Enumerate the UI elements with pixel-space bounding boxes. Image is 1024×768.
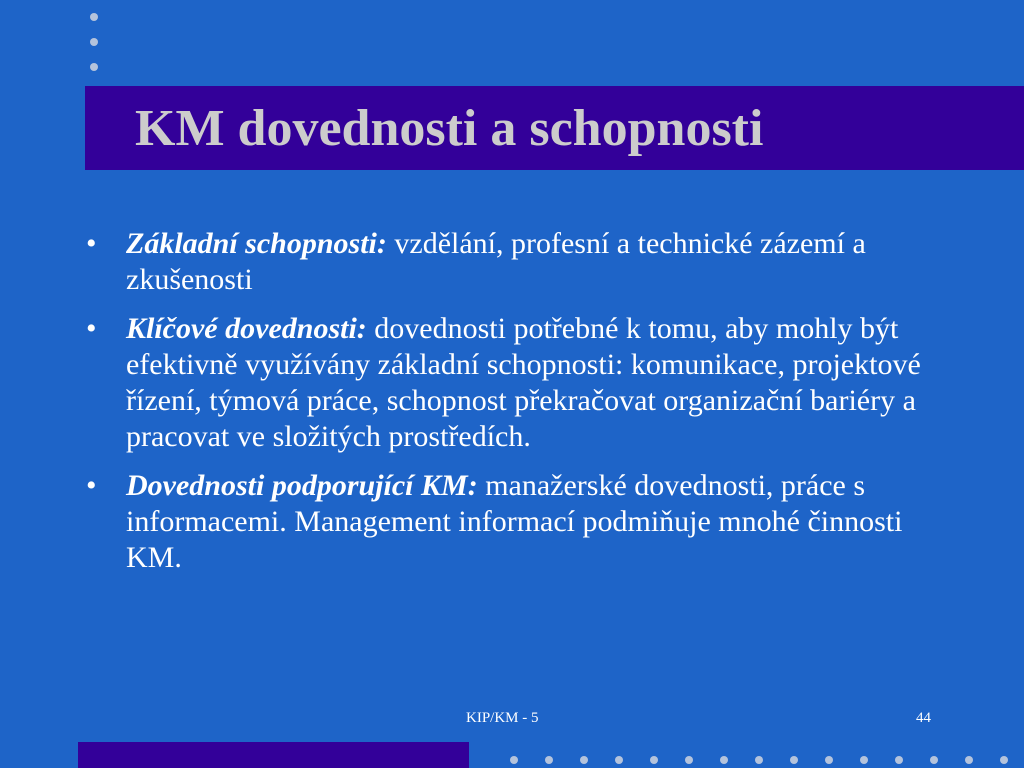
decor-dot xyxy=(90,63,98,71)
item-term: Základní schopnosti: xyxy=(126,227,387,260)
decor-dot xyxy=(545,756,553,764)
list-item xyxy=(86,468,926,576)
bullet-icon: • xyxy=(86,227,97,260)
item-term: Dovednosti podporující KM: xyxy=(126,469,478,502)
item-text: vzdělání, profesní a technické zázemí a zkušenosti xyxy=(126,227,866,296)
decor-dot xyxy=(685,756,693,764)
decor-dot xyxy=(720,756,728,764)
decor-dot xyxy=(1000,756,1008,764)
list-item xyxy=(86,226,926,298)
bottom-bar xyxy=(78,742,469,768)
footer-label: KIP/KM - 5 xyxy=(466,710,539,726)
item-text: dovednosti potřebné k tomu, aby mohly být efektivně využívány základní schopnosti: komunikace, projektové řízení, týmová práce, schopnost překračovat organizační bariéry a pracovat ve složitých prostředích. xyxy=(126,312,921,453)
decor-dot xyxy=(90,13,98,21)
decor-dot xyxy=(930,756,938,764)
decor-dot xyxy=(895,756,903,764)
decor-dot xyxy=(650,756,658,764)
decor-dot xyxy=(825,756,833,764)
decor-dot xyxy=(90,38,98,46)
decor-dot xyxy=(755,756,763,764)
item-text: manažerské dovednosti, práce s informacemi. Management informací podmiňuje mnohé činnosti KM. xyxy=(126,469,903,574)
slide-title: KM dovednosti a schopnosti xyxy=(135,100,764,157)
decor-dot xyxy=(860,756,868,764)
decor-dot xyxy=(580,756,588,764)
item-term: Klíčové dovednosti: xyxy=(126,312,367,345)
bullet-icon: • xyxy=(86,312,97,345)
list-item xyxy=(86,311,926,455)
decor-dot xyxy=(510,756,518,764)
bullet-list xyxy=(86,226,926,589)
page-number: 44 xyxy=(916,710,931,726)
decor-dot xyxy=(790,756,798,764)
bullet-icon: • xyxy=(86,469,97,502)
decor-dot xyxy=(615,756,623,764)
decor-dot xyxy=(965,756,973,764)
